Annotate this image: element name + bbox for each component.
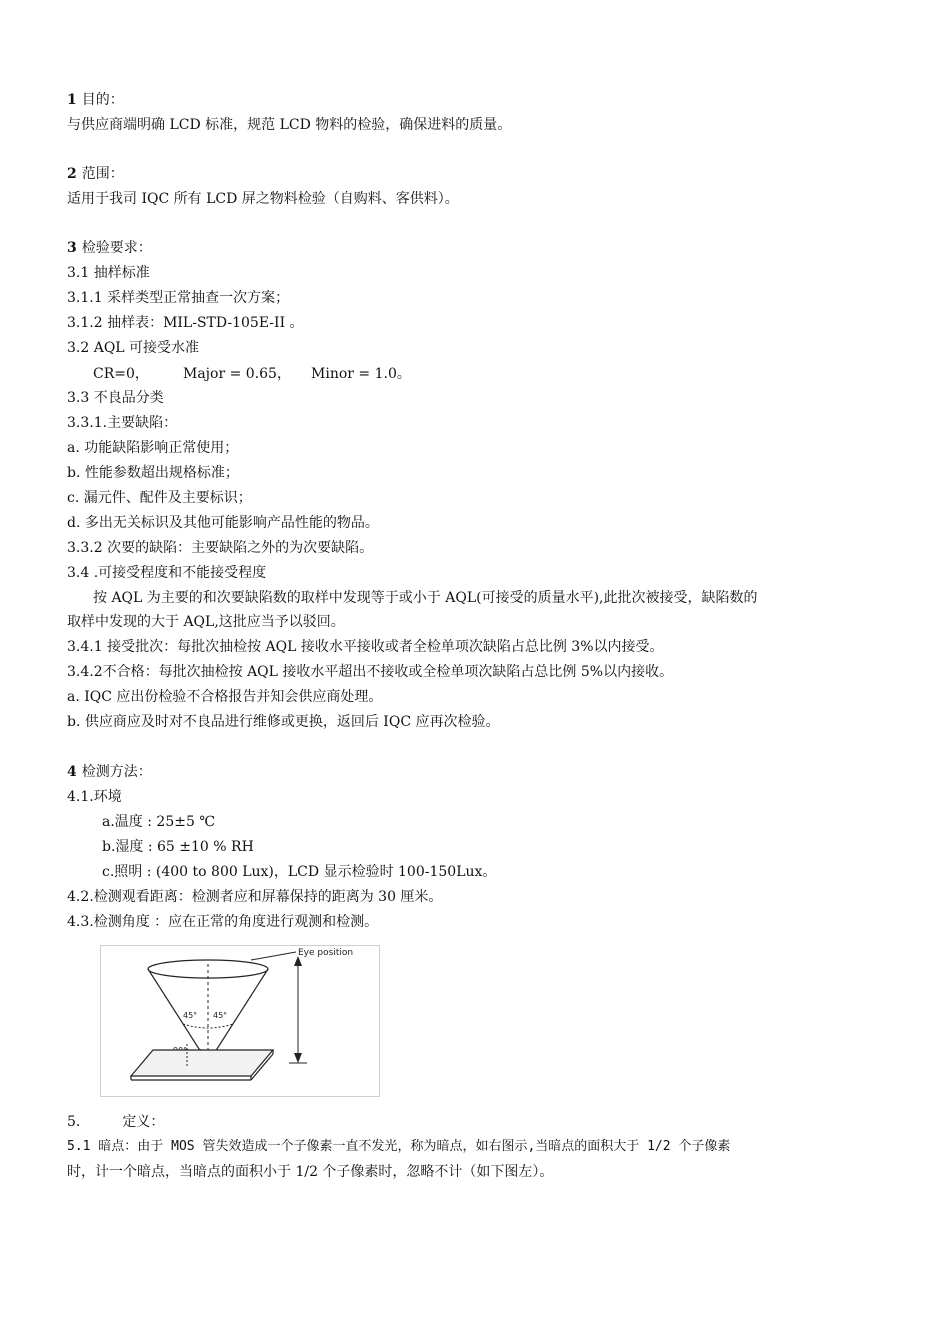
line-5-1-b: 时，计一个暗点，当暗点的面积小于 1/2 个子像素时，忽略不计（如下图左）。 — [67, 1164, 554, 1180]
line-3-4-b: b. 供应商应及时对不良品进行维修或更换，返回后 IQC 应再次检验。 — [67, 714, 500, 730]
line-3-3-1-c: c. 漏元件、配件及主要标识； — [67, 490, 252, 506]
eye-position-label: Eye position — [298, 948, 354, 958]
section-2-heading: 2 范围： — [67, 166, 124, 182]
section-1-heading: 1 目的： — [67, 92, 124, 108]
section-1-body: 与供应商端明确 LCD 标准，规范 LCD 物料的检验，确保进料的质量。 — [67, 117, 512, 133]
lcd-panel-shape — [131, 1050, 273, 1076]
line-4-1-a: a.温度 : 25±5 ℃ — [102, 814, 215, 830]
aql-major: Major = 0.65， — [183, 366, 291, 382]
line-3-4-para-2: 取样中发现的大于 AQL,这批应当予以驳回。 — [67, 614, 345, 630]
viewing-angle-figure — [100, 945, 380, 1097]
aql-values — [93, 364, 411, 384]
line-3-3: 3.3 不良品分类 — [67, 390, 164, 406]
line-3-4: 3.4 .可接受程度和不能接受程度 — [67, 565, 267, 581]
line-3-3-1-a: a. 功能缺陷影响正常使用； — [67, 440, 239, 456]
line-4-2: 4.2.检测观看距离：检测者应和屏幕保持的距离为 30 厘米。 — [67, 889, 443, 905]
line-3-4-2: 3.4.2不合格：每批次抽检按 AQL 接收水平超出不接收或全检单项次缺陷占总比例 5%以内接收。 — [67, 664, 674, 680]
line-3-2: 3.2 AQL 可接受水准 — [67, 340, 200, 356]
line-3-1-1: 3.1.1 采样类型正常抽查一次方案； — [67, 290, 290, 306]
line-4-3: 4.3.检测角度 ：应在正常的角度进行观测和检测。 — [67, 914, 379, 930]
section-3-heading: 3 检验要求： — [67, 240, 152, 256]
line-4-1-c: c.照明 : (400 to 800 Lux)，LCD 显示检验时 100-150Lux。 — [102, 864, 497, 880]
eye-pointer-line — [251, 952, 296, 960]
section-5-heading: 5. 定义： — [67, 1114, 165, 1130]
line-3-4-a: a. IQC 应出份检验不合格报告并知会供应商处理。 — [67, 689, 383, 705]
angle-right-label: 45° — [213, 1011, 228, 1020]
line-3-1-2: 3.1.2 抽样表：MIL-STD-105E-II 。 — [67, 315, 304, 331]
section-2-body: 适用于我司 IQC 所有 LCD 屏之物料检验（自购料、客供料）。 — [67, 191, 459, 207]
section-4-heading: 4 检测方法： — [67, 764, 152, 780]
aql-cr: CR=0， — [93, 366, 149, 382]
aql-minor: Minor = 1.0。 — [311, 366, 411, 382]
line-4-1: 4.1.环境 — [67, 789, 122, 805]
line-3-3-1-d: d. 多出无关标识及其他可能影响产品性能的物品。 — [67, 515, 379, 531]
line-3-3-2: 3.3.2 次要的缺陷：主要缺陷之外的为次要缺陷。 — [67, 540, 374, 556]
line-3-3-1-b: b. 性能参数超出规格标准； — [67, 465, 239, 481]
line-3-4-para-1: 按 AQL 为主要的和次要缺陷数的取样中发现等于或小于 AQL(可接受的质量水平),此批次被接受，缺陷数的 — [93, 590, 758, 606]
height-arrow-bottom — [294, 1053, 302, 1063]
line-4-1-b: b.湿度 : 65 ±10 % RH — [102, 839, 254, 855]
line-3-4-1: 3.4.1 接受批次：每批次抽检按 AQL 接收水平接收或者全检单项次缺陷占总比例 3%以内接受。 — [67, 639, 664, 655]
line-3-3-1: 3.3.1.主要缺陷： — [67, 415, 178, 431]
viewing-angle-diagram — [101, 946, 379, 1096]
cone-top-ellipse — [148, 960, 268, 978]
angle-left-label: 45° — [183, 1011, 198, 1020]
line-3-1: 3.1 抽样标准 — [67, 265, 150, 281]
line-5-1-a: 5.1 暗点：由于 MOS 管失效造成一个子像素一直不发光，称为暗点，如右图示,当暗点的面积大于 1/2 个子像素 — [67, 1139, 731, 1154]
